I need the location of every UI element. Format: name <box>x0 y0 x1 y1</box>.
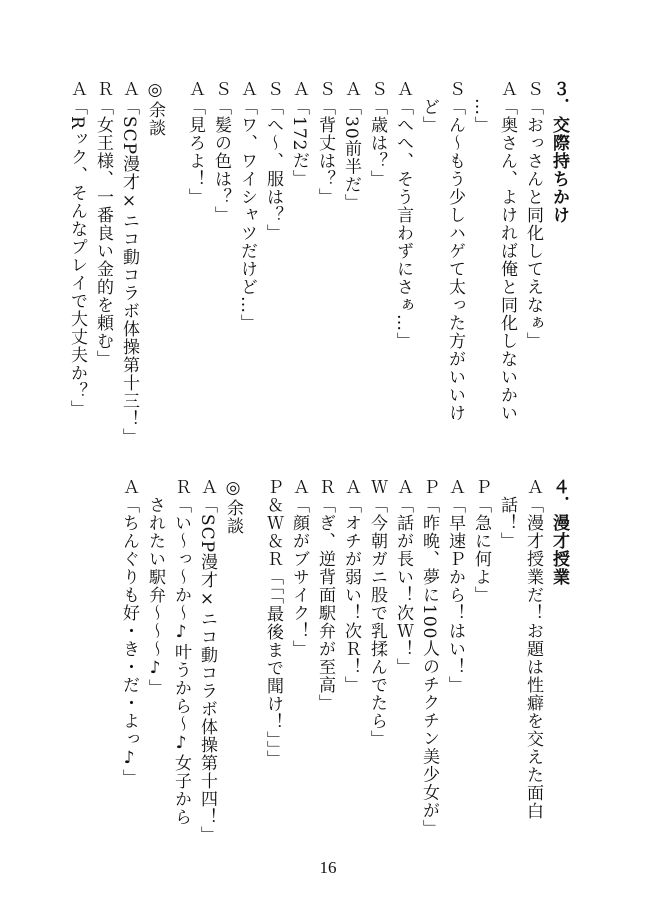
dialogue-line: Ａ「ワ、ワイシャツだけど…」 <box>237 80 257 332</box>
dialogue-line: Ｓ「へ～、服は？」 <box>263 80 283 242</box>
dialogue-line: Ｓ「歳は？」 <box>367 80 387 188</box>
page-number: 16 <box>319 858 337 877</box>
dialogue-line: Ａ「早速Ｐから！はい！」 <box>445 478 465 694</box>
section-heading: ４．漫才授業 <box>549 478 569 586</box>
dialogue-line: Ａ「奥さん、よければ俺と同化しないかい <box>497 80 517 422</box>
dialogue-line: Ｒ「ぎ、逆背面駅弁が至高」 <box>315 478 335 712</box>
aside-line: Ｒ「女王様、一番良い金的を頼む」 <box>93 80 113 368</box>
dialogue-line: Ａ「顔がブサイク！」 <box>289 478 309 658</box>
section-4-block <box>116 478 572 848</box>
aside-line: Ａ「Rック、そんなプレイで大丈夫か？」 <box>67 80 87 418</box>
dialogue-line: Ａ「話が長い！次Ｗ！」 <box>393 478 413 676</box>
dialogue-line: Ａ「オチが弱い！次Ｒ！」 <box>341 478 361 694</box>
dialogue-line: Ｐ「昨晩、夢に100人のチクチン美少女が」 <box>419 478 439 838</box>
section-3-block <box>64 80 572 450</box>
dialogue-line: Ｐ＆Ｗ＆Ｒ「「「最後まで聞け！」」」 <box>263 478 283 768</box>
section-heading: ３．交際持ちかけ <box>549 80 569 224</box>
dialogue-line: Ａ「見ろよ！」 <box>185 80 205 206</box>
aside-heading: ◎余談 <box>223 478 243 535</box>
dialogue-line: Ｓ「髪の色は？」 <box>211 80 231 224</box>
aside-line: Ａ「SCP漫才×ニコ動コラボ体操第十四！」 <box>197 478 217 845</box>
column-spacer <box>168 80 182 450</box>
aside-heading: ◎余談 <box>145 80 165 137</box>
aside-line: Ａ「ちんぐりも好・き・だ・よっ♪」 <box>119 478 139 787</box>
dialogue-line: …」 <box>471 80 491 134</box>
dialogue-line: Ａ「へへ、そう言わずにさぁ…」 <box>393 80 413 350</box>
dialogue-line: Ａ「172だ」 <box>289 80 309 188</box>
dialogue-line: ど」 <box>419 80 439 134</box>
dialogue-line: Ｐ「急に何よ」 <box>471 478 491 604</box>
dialogue-line: Ｓ「背丈は？」 <box>315 80 335 206</box>
dialogue-line: 話！」 <box>497 478 517 550</box>
aside-line: されたい駅弁～～～♪」 <box>145 478 165 697</box>
dialogue-line: Ａ「30前半だ」 <box>341 80 361 212</box>
dialogue-line: Ｓ「おっさんと同化してえなぁ」 <box>523 80 543 350</box>
dialogue-line: Ｓ「ん～もう少しハゲて太った方がいいけ <box>445 80 465 422</box>
dialogue-line: Ｗ「今朝ガニ股で乳揉んでたら」 <box>367 478 387 748</box>
aside-line: Ａ「SCP漫才×ニコ動コラボ体操第十三！」 <box>119 80 139 447</box>
dialogue-line: Ａ「漫才授業だ！お題は性癖を交えた面白 <box>523 478 543 820</box>
aside-line: Ｒ「い～っ～か～♪叶うから～♪女子から <box>171 478 191 826</box>
column-spacer <box>246 478 260 848</box>
